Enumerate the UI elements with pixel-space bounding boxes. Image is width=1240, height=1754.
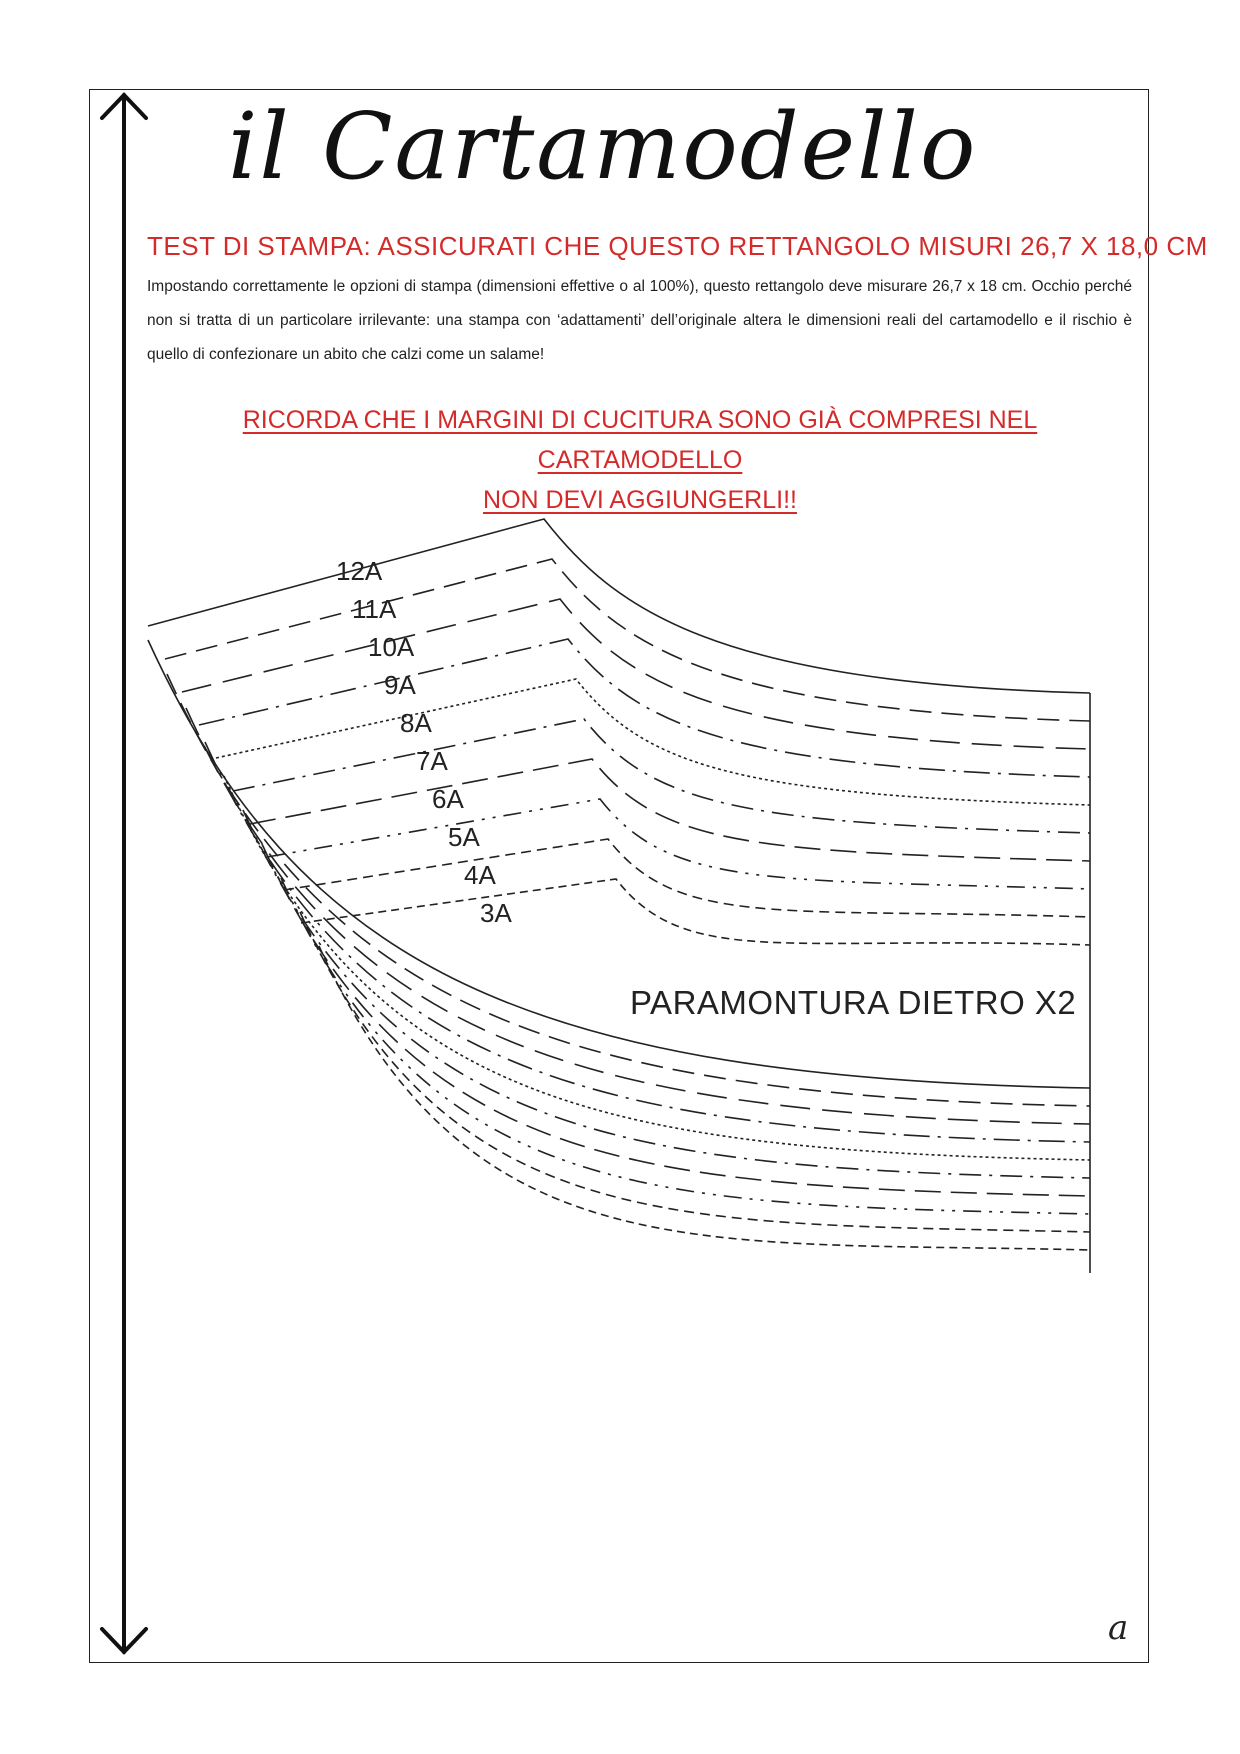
height-arrow-icon xyxy=(102,95,146,1652)
pattern-piece-label: PARAMONTURA DIETRO X2 xyxy=(630,984,1077,1021)
size-label-8a: 8A xyxy=(400,708,432,738)
size-outline-3a xyxy=(301,879,1090,1250)
print-test-title: TEST DI STAMPA: ASSICURATI CHE QUESTO RETTANGOLO MISURI 26,7 X 18,0 CM xyxy=(147,231,1208,261)
corner-mark: a xyxy=(1108,1608,1129,1648)
size-label-6a: 6A xyxy=(432,784,464,814)
size-label-11a: 11A xyxy=(352,594,397,624)
size-label-3a: 3A xyxy=(480,898,512,928)
size-outline-10a xyxy=(182,599,1090,1124)
size-outline-6a xyxy=(250,759,1090,1196)
size-label-7a: 7A xyxy=(416,746,448,776)
size-label-12a: 12A xyxy=(336,556,383,586)
reminder-line-2: NON DEVI AGGIUNGERLI!! xyxy=(483,486,797,514)
size-outline-4a xyxy=(284,839,1090,1232)
size-label-9a: 9A xyxy=(384,670,416,700)
size-outline-8a xyxy=(216,679,1090,1160)
print-instructions: Impostando correttamente le opzioni di stampa (dimensioni effettive o al 100%), questo rettangolo deve misurare 26,7 x 18 cm. Occhio perché non si tratta di un particolare irrilevante: una stampa con ‘adattamenti’ dell’originale altera le dimensioni reali del cartamodello e il rischio è quello di confezionare un abito che calzi come un salame! xyxy=(147,278,1132,363)
reminder-line-1: RICORDA CHE I MARGINI DI CUCITURA SONO GIÀ COMPRESI NEL CARTAMODELLO xyxy=(242,406,1038,474)
size-label-10a: 10A xyxy=(368,632,415,662)
size-label-4a: 4A xyxy=(464,860,496,890)
size-outline-7a xyxy=(233,719,1090,1178)
size-label-5a: 5A xyxy=(448,822,480,852)
brand-logo: il Cartamodello xyxy=(228,93,978,200)
size-outline-11a xyxy=(165,559,1090,1106)
